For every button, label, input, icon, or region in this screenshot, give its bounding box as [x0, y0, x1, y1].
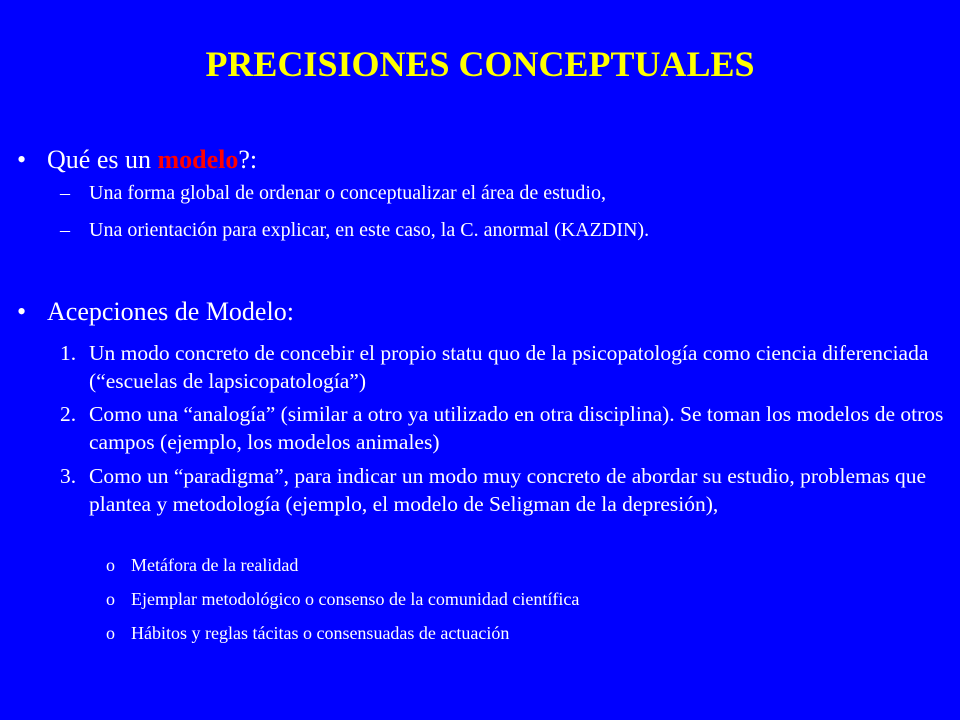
dash-marker: –	[60, 219, 70, 241]
circle-marker: o	[106, 555, 115, 575]
number-marker: 1.	[60, 341, 77, 365]
numbered-item-text: Como una “analogía” (similar a otro ya utilizado en otra disciplina). Se toman los modelos de otros campos (ejemplo, los modelos animales)	[89, 402, 944, 454]
dash-marker: –	[60, 182, 70, 204]
bullet-text	[47, 144, 257, 176]
slide-title: PRECISIONES CONCEPTUALES	[205, 44, 755, 84]
circle-marker: o	[106, 623, 115, 643]
bullet-mark: •	[17, 145, 27, 174]
sub-item-text: Una orientación para explicar, en este caso, la C. anormal (KAZDIN).	[89, 219, 650, 241]
sub-sub-item-text: Ejemplar metodológico o consenso de la comunidad científica	[131, 589, 580, 609]
numbered-item-text: Como un “paradigma”, para indicar un modo muy concreto de abordar su estudio, problemas que plantea y metodología (ejemplo, el modelo de Seligman de la depresión),	[89, 464, 927, 516]
numbered-item-text: Un modo concreto de concebir el propio statu quo de la psicopatología como ciencia diferenciada (“escuelas de lapsicopatología”)	[89, 341, 929, 393]
circle-marker: o	[106, 589, 115, 609]
number-marker: 3.	[60, 464, 77, 488]
sub-sub-item-text: Hábitos y reglas tácitas o consensuadas de actuación	[131, 623, 510, 643]
bullet-prefix: Qué es un	[47, 145, 158, 174]
bullet-mark: •	[17, 297, 27, 326]
number-marker: 2.	[60, 402, 77, 426]
bullet-text: Acepciones de Modelo:	[47, 297, 294, 326]
bullet-suffix: ?:	[238, 145, 258, 174]
highlight-word: modelo	[157, 145, 239, 174]
sub-sub-item-text: Metáfora de la realidad	[131, 555, 299, 575]
sub-item-text: Una forma global de ordenar o conceptualizar el área de estudio,	[89, 182, 606, 204]
